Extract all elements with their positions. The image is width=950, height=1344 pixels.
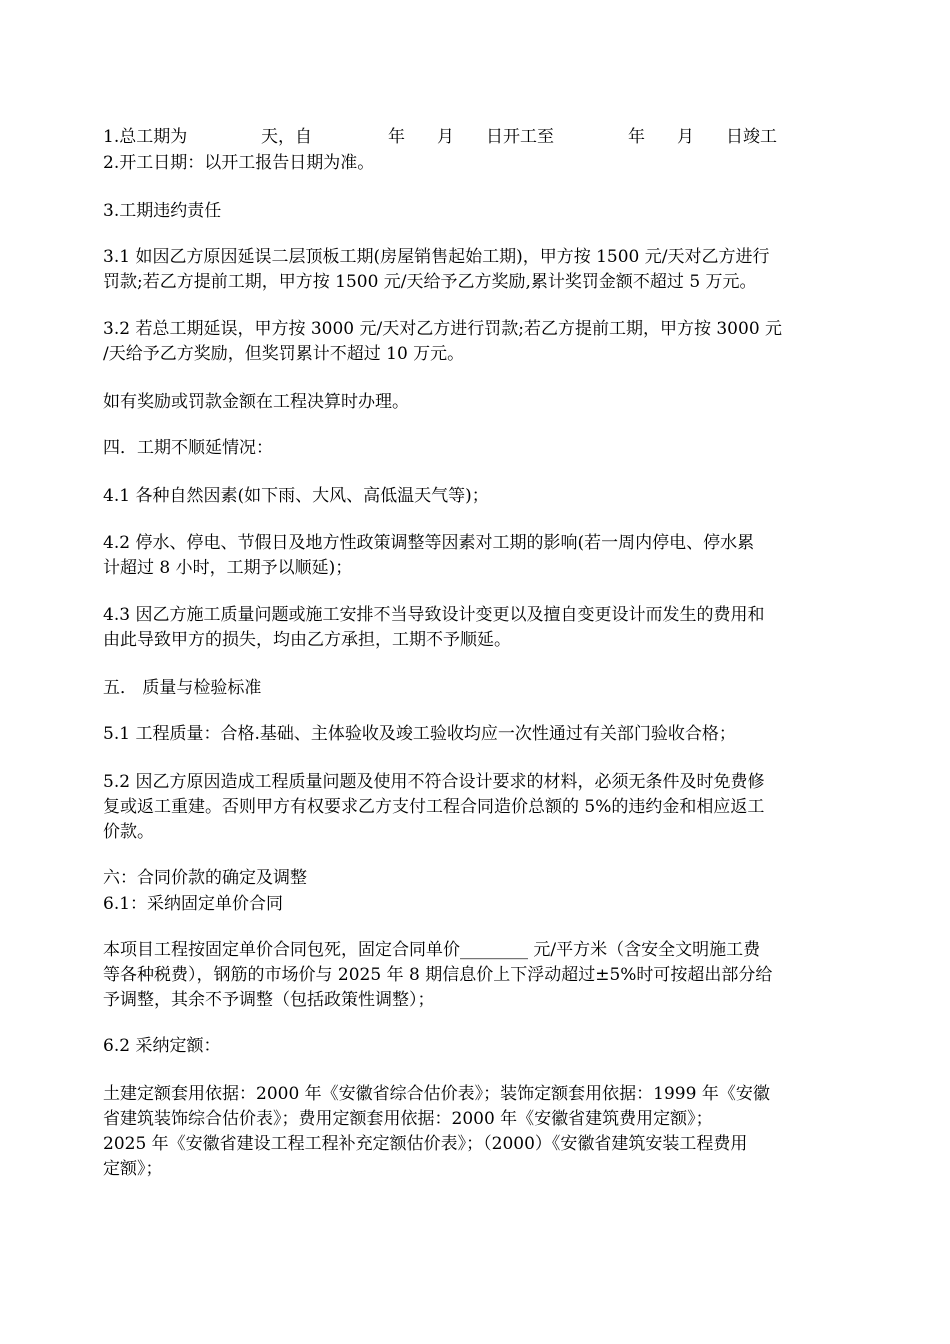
section6-title: 六：合同价款的确定及调整 <box>103 868 307 888</box>
clause-6-1-line2: 等各种税费），钢筋的市场价与 2025 年 8 期信息价上下浮动超过±5%时可按超出部分给 <box>103 965 773 985</box>
clause-5-1: 5.1 工程质量：合格.基础、主体验收及竣工验收均应一次性通过有关部门验收合格； <box>103 724 736 744</box>
start-day-label: 日开工至 <box>486 127 554 147</box>
clause-3-2-line2: /天给予乙方奖励，但奖罚累计不超过 10 万元。 <box>103 344 465 364</box>
total-duration-line <box>103 125 863 149</box>
end-month-label: 月 <box>677 127 694 147</box>
start-date-line: 2.开工日期：以开工报告日期为准。 <box>103 153 375 173</box>
section4-title: 四．工期不顺延情况： <box>103 438 273 458</box>
clause-4-2-line1: 4.2 停水、停电、节假日及地方性政策调整等因素对工期的影响(若一周内停电、停水累 <box>103 533 755 553</box>
end-day-label: 日竣工 <box>726 127 777 147</box>
clause-4-1: 4.1 各种自然因素(如下雨、大风、高低温天气等)； <box>103 486 489 506</box>
end-year-label: 年 <box>628 127 645 147</box>
section5-title: 五． 质量与检验标准 <box>103 678 262 698</box>
days-from-label: 天，自 <box>261 127 312 147</box>
clause-6-1-line1: 本项目工程按固定单价合同包死，固定合同单价________ 元/平方米（含安全文明施工费 <box>103 940 761 960</box>
clause-5-2-line3: 价款。 <box>103 822 154 842</box>
start-month-label: 月 <box>437 127 454 147</box>
clause-4-2-line2: 计超过 8 小时，工期予以顺延)； <box>103 558 353 578</box>
clause-6-1-line3: 予调整，其余不予调整（包括政策性调整）； <box>103 990 435 1010</box>
clause-4-3-line1: 4.3 因乙方施工质量问题或施工安排不当导致设计变更以及擅自变更设计而发生的费用和 <box>103 605 765 625</box>
clause-6-2-line4: 定额》； <box>103 1159 163 1179</box>
clause-3-1-line2: 罚款;若乙方提前工期，甲方按 1500 元/天给予乙方奖励,累计奖罚金额不超过 5 万元。 <box>103 272 757 292</box>
clause-4-3-line2: 由此导致甲方的损失，均由乙方承担，工期不予顺延。 <box>103 630 511 650</box>
start-year-label: 年 <box>388 127 405 147</box>
clause-3-1-line1: 3.1 如因乙方原因延误二层顶板工期(房屋销售起始工期)，甲方按 1500 元/天对乙方进行 <box>103 247 770 267</box>
clause-6-2-line1: 土建定额套用依据：2000 年《安徽省综合估价表》；装饰定额套用依据：1999 年《安徽 <box>103 1084 770 1104</box>
clause-6-2-line2: 省建筑装饰综合估价表》；费用定额套用依据：2000 年《安徽省建筑费用定额》； <box>103 1109 713 1129</box>
total-duration-label: 1.总工期为 <box>103 127 188 147</box>
clause-6-2-line3: 2025 年《安徽省建设工程工程补充定额估价表》；（2000）《安徽省建筑安装工程费用 <box>103 1134 748 1154</box>
clause-3-2-line1: 3.2 若总工期延误，甲方按 3000 元/天对乙方进行罚款;若乙方提前工期，甲方按 3000 元 <box>103 319 783 339</box>
reward-note: 如有奖励或罚款金额在工程决算时办理。 <box>103 392 409 412</box>
clause-5-2-line2: 复或返工重建。否则甲方有权要求乙方支付工程合同造价总额的 5%的违约金和相应返工 <box>103 797 765 817</box>
clause-6-2-title: 6.2 采纳定额： <box>103 1036 221 1056</box>
clause-5-2-line1: 5.2 因乙方原因造成工程质量问题及使用不符合设计要求的材料，必须无条件及时免费修 <box>103 772 765 792</box>
clause-6-1-title: 6.1：采纳固定单价合同 <box>103 894 284 914</box>
section3-title: 3.工期违约责任 <box>103 201 222 221</box>
